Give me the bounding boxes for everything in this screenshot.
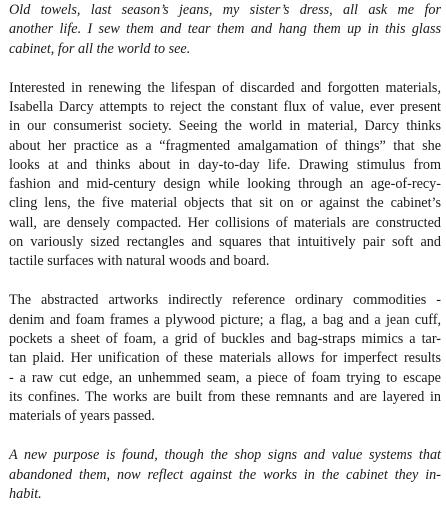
- text-line: Isabella Darcy attempts to reject the constant flux of value, ever present: [9, 98, 441, 115]
- text-line: tan plaid. Her unification of these materials allows for imperfect results: [9, 350, 441, 367]
- text-line: fashion and mid-century design while looking through an age-of-recy-: [9, 176, 441, 193]
- text-line: materials of years passed.: [9, 408, 155, 425]
- text-line: another life. I sew them and tear them and hang them up in this glass: [9, 21, 441, 38]
- body-paragraph-2: [9, 291, 441, 426]
- text-line: cabinet, for all the world to see.: [9, 40, 191, 57]
- opening-quote-paragraph: [9, 1, 441, 59]
- text-line: habit.: [9, 485, 42, 502]
- text-line: in our consumerist society. Seeing the world in material, Darcy thinks: [9, 118, 441, 135]
- text-line: on variously sized rectangles and squares that intuitively pair soft and: [9, 234, 441, 251]
- text-line: looks at and thinks about in day-to-day life. Drawing stimulus from: [9, 156, 441, 173]
- text-line: abandoned them, now reflect against the works in the cabinet they in-: [9, 466, 441, 483]
- text-line: A new purpose is found, though the shop signs and value systems that: [9, 447, 441, 464]
- text-line: its confines. The works are built from these remnants and are layered in: [9, 388, 441, 405]
- text-line: denim and foam frames a plywood picture; a flag, a bag and a jean cuff,: [9, 311, 441, 328]
- text-line: about her practice as a “fragmented amalgamation of things” that she: [9, 137, 441, 154]
- text-line: cling lens, the five material objects that sit on or against the cabinet’s: [9, 195, 441, 212]
- text-line: - a raw cut edge, an unhemmed seam, a piece of foam trying to escape: [9, 369, 441, 386]
- text-line: tactile surfaces with natural woods and board.: [9, 253, 270, 270]
- text-line: Old towels, last season’s jeans, my sister’s dress, all ask me for: [9, 2, 441, 18]
- body-paragraph-1: [9, 79, 441, 272]
- text-line: pockets a sheet of foam, a grid of buckles and bag-straps mimics a tar-: [9, 331, 441, 348]
- text-line: wall, are densely compacted. Her collisions of materials are constructed: [9, 214, 441, 231]
- closing-quote-paragraph: [9, 446, 441, 504]
- text-line: The abstracted artworks indirectly reference ordinary commodities -: [9, 292, 441, 309]
- document-body: [9, 1, 441, 524]
- text-line: Interested in renewing the lifespan of discarded and forgotten materials,: [9, 79, 441, 96]
